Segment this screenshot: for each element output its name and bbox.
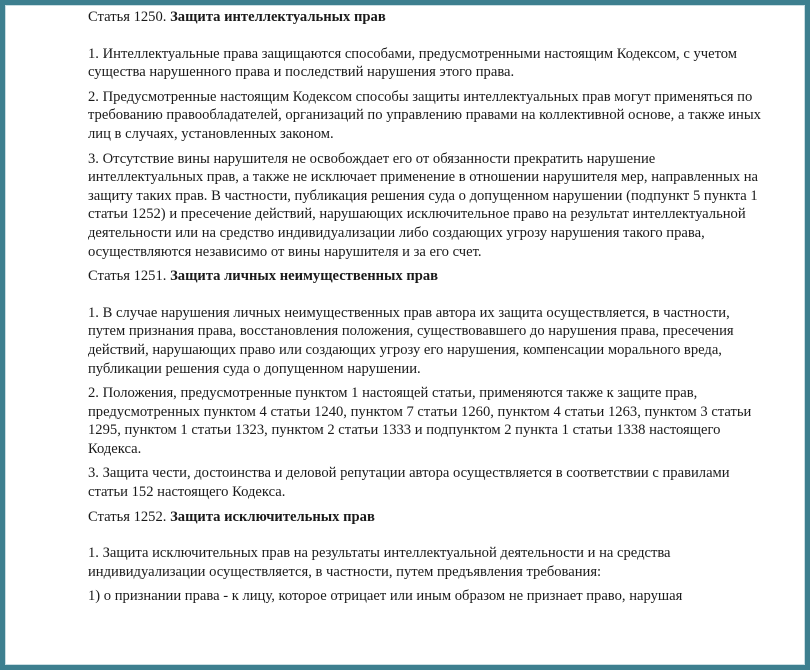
article-paragraph: 2. Положения, предусмотренные пунктом 1 настоящей статьи, применяются также к защите прав, предусмотренных пунктом 4 статьи 1240, пунктом 7 статьи 1260, пунктом 4 статьи 1263, пунктом 3 статьи 1295, пунктом 1 статьи 1323, пунктом 2 статьи 1333 и подпунктом 2 пункта 1 статьи 1338 настоящего Кодекса. — [88, 385, 752, 457]
document-body — [88, 8, 768, 612]
article-paragraph: 3. Защита чести, достоинства и деловой репутации автора осуществляется в соответствии с правилами статьи 152 настоящего Кодекса. — [88, 465, 730, 501]
article-1250 — [88, 8, 768, 261]
article-paragraph: 2. Предусмотренные настоящим Кодексом способы защиты интеллектуальных прав могут применяться по требованию правообладателей, организаций по управлению правами на коллективной основе, а также иных лиц в случаях, установленных законом. — [88, 88, 761, 142]
article-paragraph: 1) о признании права - к лицу, которое отрицает или иным образом не признает право, нарушая — [88, 588, 683, 605]
article-title: Защита исключительных прав — [170, 508, 375, 525]
article-number: Статья 1251. — [88, 268, 167, 285]
article-number: Статья 1252. — [88, 508, 167, 525]
article-1251 — [88, 267, 768, 502]
article-title: Защита интеллектуальных прав — [170, 9, 386, 25]
article-paragraph: 1. В случае нарушения личных неимущественных прав автора их защита осуществляется, в частности, путем признания права, восстановления положения, существовавшего до нарушения права, пресечения действий, нарушающих право или создающих угрозу его нарушения, компенсации морального вреда, публикации решения суда о допущенном нарушении. — [88, 304, 734, 377]
article-paragraph: 3. Отсутствие вины нарушителя не освобождает его от обязанности прекратить нарушение интеллектуальных прав, а также не исключает применение в отношении нарушителя мер, направленных на защиту таких прав. В частности, публикация решения суда о допущенном нарушении (подпункт 5 пункта 1 статьи 1252) и пресечение действий, нарушающих исключительное право на результат интеллектуальной деятельности или на средство индивидуализации либо создающих угрозу нарушения такого права, осуществляются независимо от вины нарушителя и за его счет. — [88, 150, 759, 260]
article-heading — [88, 8, 768, 27]
article-1252 — [88, 508, 768, 606]
article-heading — [88, 508, 768, 527]
article-number: Статья 1250. — [88, 9, 167, 25]
article-title: Защита личных неимущественных прав — [170, 268, 439, 285]
article-paragraph: 1. Защита исключительных прав на результаты интеллектуальной деятельности и на средства индивидуализации осуществляется, в частности, путем предъявления требования: — [88, 545, 671, 580]
article-paragraph: 1. Интеллектуальные права защищаются способами, предусмотренными настоящим Кодексом, с учетом существа нарушенного права и последствий нарушения этого права. — [88, 45, 738, 81]
article-heading — [88, 267, 768, 286]
